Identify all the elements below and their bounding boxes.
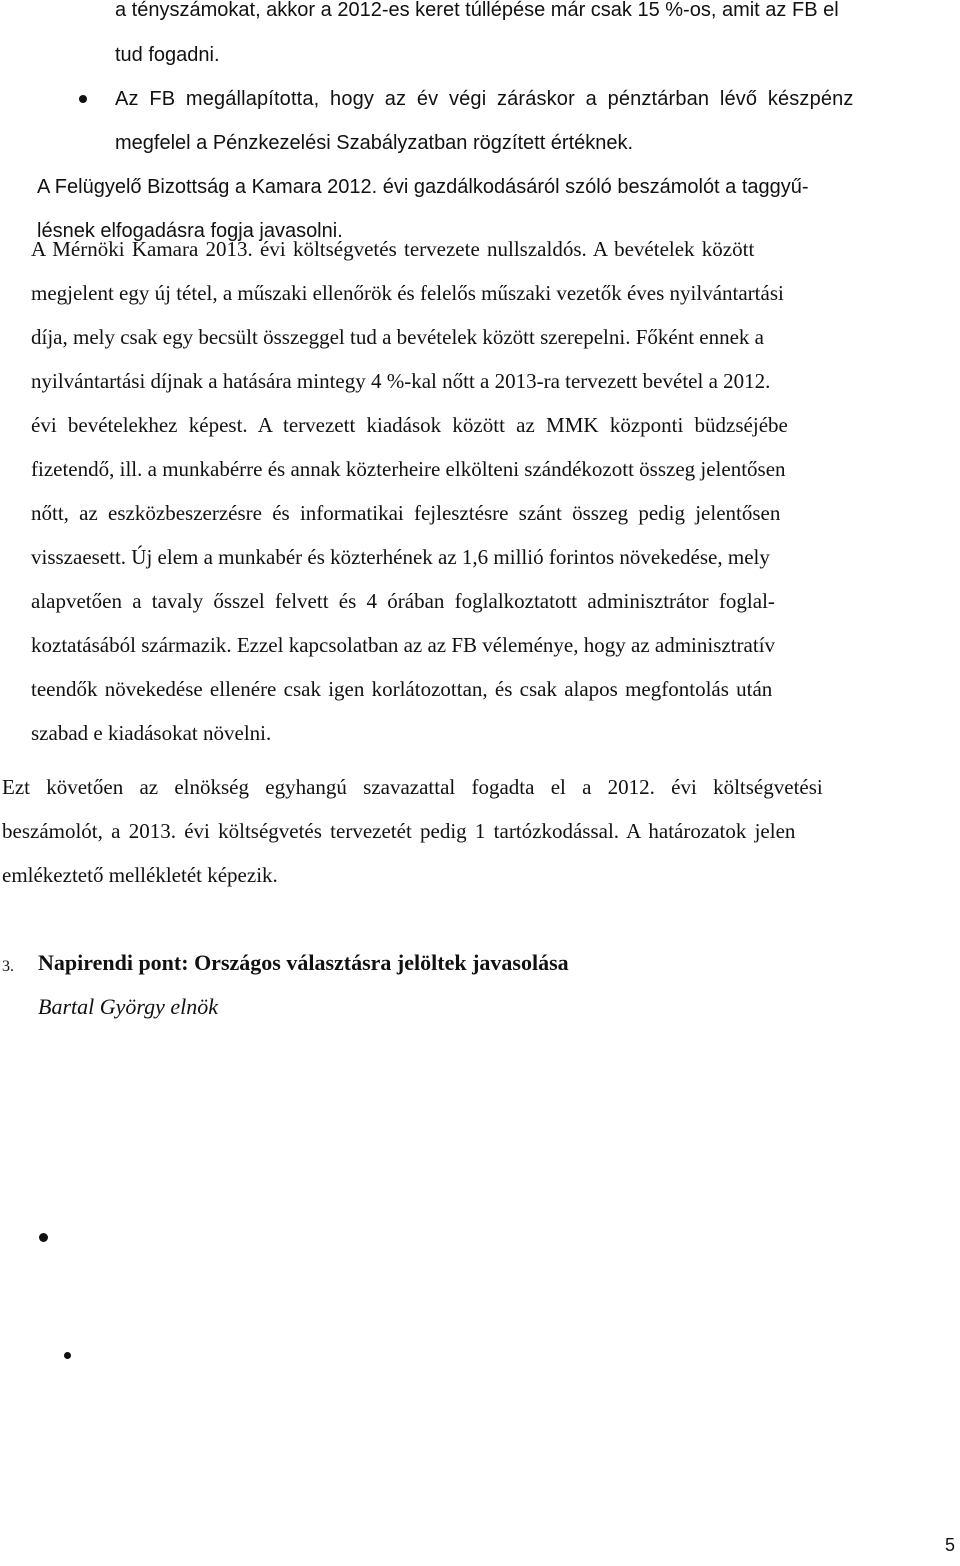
text-line: szabad e kiadásokat növelni. [31,721,272,745]
page-number: 5 [945,1535,956,1555]
agenda-title: Napirendi pont: Országos választásra jelöltek javasolása [38,950,569,975]
agenda-presenter: Bartal György elnök [38,994,219,1019]
text-line: a tényszámokat, akkor a 2012-es keret túllépése már csak 15 %-os, amit az FB el [115,0,839,21]
bullet-point [79,95,87,103]
text-line: évi bevételekhez képest. A tervezett kiadások között az MMK központi büdzséjébe [31,413,788,437]
text-line: emlékeztető mellékletét képezik. [2,863,278,887]
text-line: A Felügyelő Bizottság a Kamara 2012. évi gazdálkodásáról szóló beszámolót a taggyű- [37,176,809,198]
text-line: nőtt, az eszközbeszerzésre és informatikai fejlesztésre szánt összeg pedig jelentősen [31,501,781,525]
bullet-point [64,1352,71,1359]
text-line: beszámolót, a 2013. évi költségvetés tervezetét pedig 1 tartózkodással. A határozatok jelen [2,819,796,843]
text-line: megjelent egy új tétel, a műszaki ellenőrök és felelős műszaki vezetők éves nyilvántartási [31,281,784,305]
text-line: nyilvántartási díjnak a hatására mintegy 4 %-kal nőtt a 2013-ra tervezett bevétel a 2012. [31,369,771,393]
text-line: alapvetően a tavaly ősszel felvett és 4 órában foglalkoztatott adminisztrátor foglal- [31,589,775,613]
text-line: teendők növekedése ellenére csak igen korlátozottan, és csak alapos megfontolás után [31,677,773,701]
text-line: fizetendő, ill. a munkabérre és annak közterheire elkölteni szándékozott összeg jelentősen [31,457,786,481]
text-line: díja, mely csak egy becsült összeggel tud a bevételek között szerepelni. Főként ennek a [31,325,765,349]
text-line: Ezt követően az elnökség egyhangú szavazattal fogadta el a 2012. évi költségvetési [2,775,823,799]
text-line: koztatásából származik. Ezzel kapcsolatban az az FB véleménye, hogy az adminisztratív [31,633,776,657]
text-line: Az FB megállapította, hogy az év végi záráskor a pénztárban lévő készpénz [115,88,854,110]
text-line: lésnek elfogadásra fogja javasolni. [37,220,343,242]
text-line: visszaesett. Új elem a munkabér és közterhének az 1,6 millió forintos növekedése, mely [31,545,770,569]
agenda-number: 3. [2,958,14,975]
text-line: tud fogadni. [115,44,220,66]
bullet-point [39,1233,48,1242]
text-line: megfelel a Pénzkezelési Szabályzatban rögzített értéknek. [115,132,634,154]
text-line: A Mérnöki Kamara 2013. évi költségvetés tervezete nullszaldós. A bevételek között [31,237,755,261]
